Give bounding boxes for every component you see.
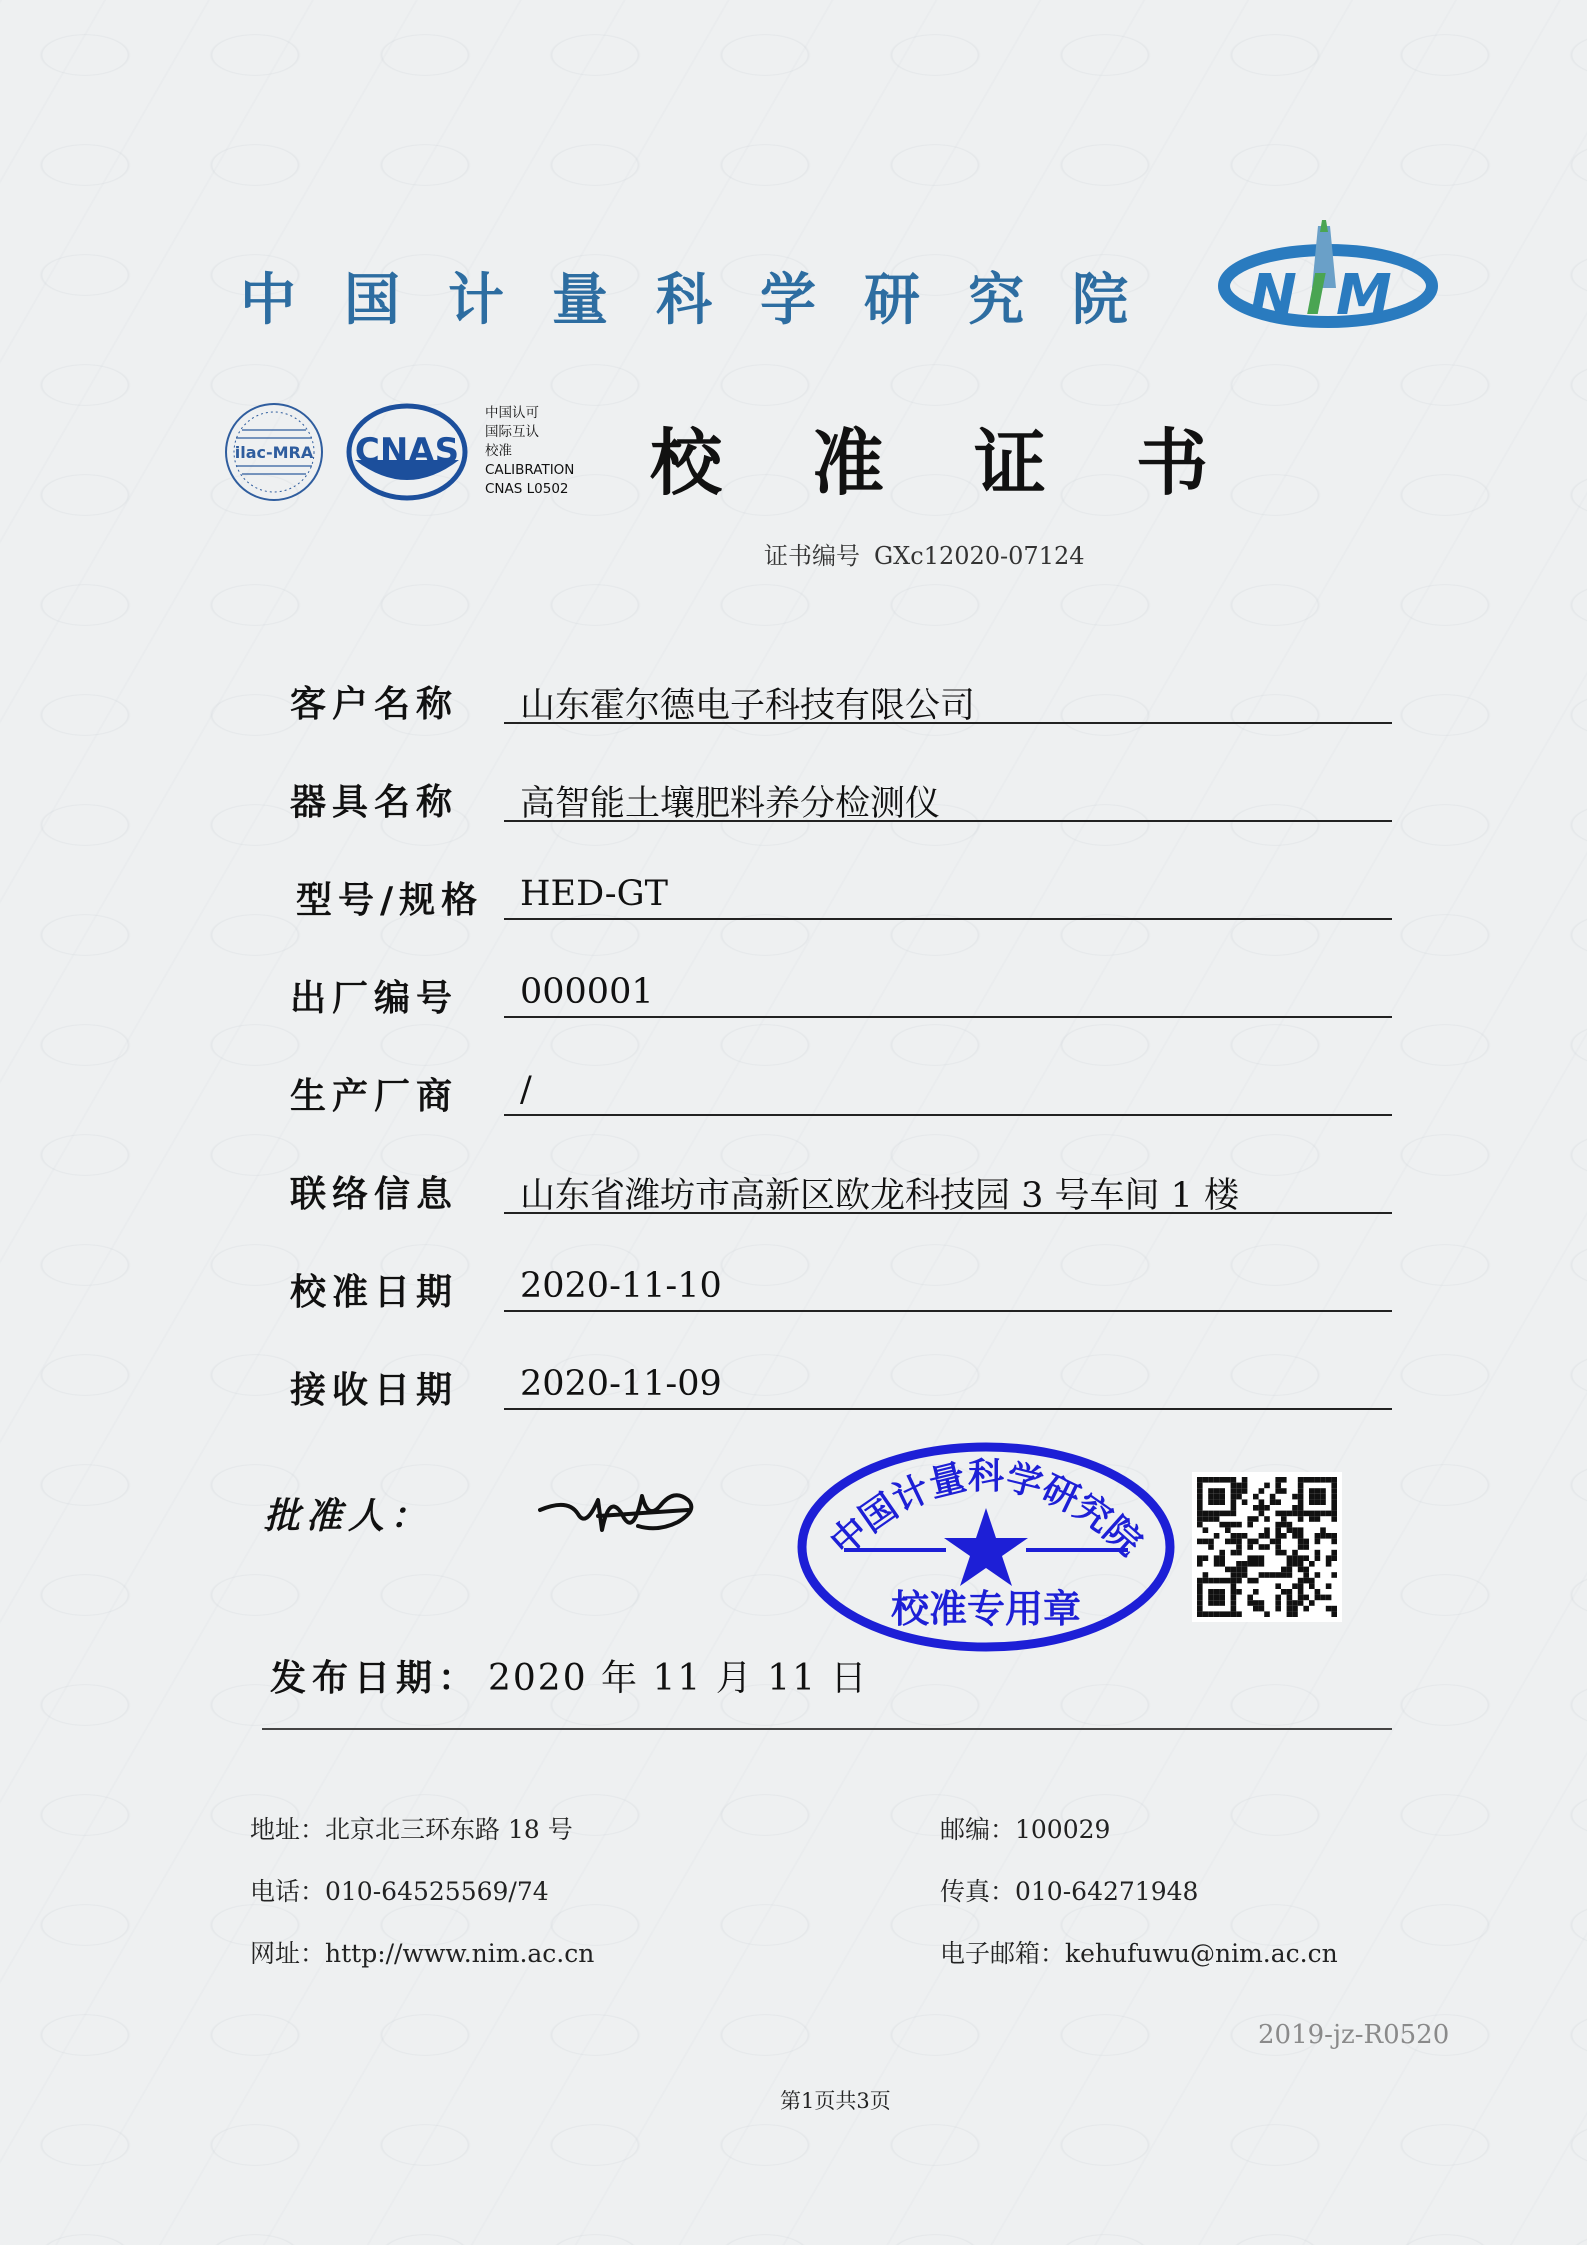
field-underline [504,722,1392,724]
footer-website[interactable]: 网址：http://www.nim.ac.cn [250,1939,595,1968]
approver-label: 批准人： [264,1496,433,1537]
field-value-contact: 山东省潍坊市高新区欧龙科技园 3 号车间 1 楼 [520,1176,1240,1216]
field-underline [504,1408,1392,1410]
field-underline [504,820,1392,822]
field-underline [504,1212,1392,1214]
field-value-manufacturer: / [520,1070,532,1110]
svg-text:校准专用章: 校准专用章 [890,1587,1082,1631]
footer-postcode: 邮编：100029 [940,1815,1111,1844]
cnas-logo-icon [345,402,469,502]
svg-text:ilac-MRA: ilac-MRA [234,443,314,462]
field-value-calibration-date: 2020-11-10 [520,1266,722,1306]
field-label-manufacturer: 生产厂商 [290,1076,459,1117]
field-value-model: HED-GT [520,874,668,914]
field-value-instrument: 高智能土壤肥料养分检测仪 [520,784,941,824]
svg-text:中国计量科学研究院: 中国计量科学研究院 [822,1456,1150,1564]
certificate-number [764,536,1085,571]
svg-text:N: N [1250,263,1297,328]
field-label-model: 型号/规格 [296,880,484,921]
field-label-client: 客户名称 [290,684,459,725]
seal-stamp-icon [796,1442,1176,1652]
svg-text:CNAS: CNAS [354,431,460,471]
field-label-instrument: 器具名称 [290,782,459,823]
svg-text:I: I [1306,263,1327,328]
form-code: 2019-jz-R0520 [1258,2020,1450,2050]
divider [262,1728,1392,1730]
field-label-calibration-date: 校准日期 [290,1272,459,1313]
cnas-accreditation-text: 中国认可 国际互认 校准 CALIBRATION CNAS L0502 [485,405,575,497]
svg-text:M: M [1336,263,1392,328]
field-underline [504,918,1392,920]
field-underline [504,1310,1392,1312]
certificate-number-label: 证书编号 [764,542,860,570]
signature-icon [538,1470,708,1550]
footer-fax: 传真：010-64271948 [940,1877,1199,1906]
field-value-serial: 000001 [520,972,654,1012]
page-title: 校准证书 [650,421,1299,505]
field-label-receipt-date: 接收日期 [290,1370,459,1411]
footer-phone: 电话：010-64525569/74 [250,1877,549,1906]
field-value-client: 山东霍尔德电子科技有限公司 [520,686,976,726]
field-label-contact: 联络信息 [290,1174,459,1215]
ilac-mra-logo-icon [222,400,326,504]
issue-date-label: 发布日期： [270,1658,481,1699]
nim-logo-icon [1218,218,1438,328]
qr-code-icon [1192,1472,1342,1622]
field-value-receipt-date: 2020-11-09 [520,1364,722,1404]
issue-date-value: 2020 年 11 月 11 日 [488,1658,869,1699]
footer-address: 地址：北京北三环东路 18 号 [250,1815,573,1844]
page-number: 第1页共3页 [780,2089,891,2113]
footer-email[interactable]: 电子邮箱：kehufuwu@nim.ac.cn [940,1939,1338,1968]
field-underline [504,1114,1392,1116]
field-label-serial: 出厂编号 [290,978,459,1019]
certificate-number-value: GXc12020-07124 [874,542,1085,570]
field-underline [504,1016,1392,1018]
institute-name: 中国计量科学研究院 [240,268,1176,333]
